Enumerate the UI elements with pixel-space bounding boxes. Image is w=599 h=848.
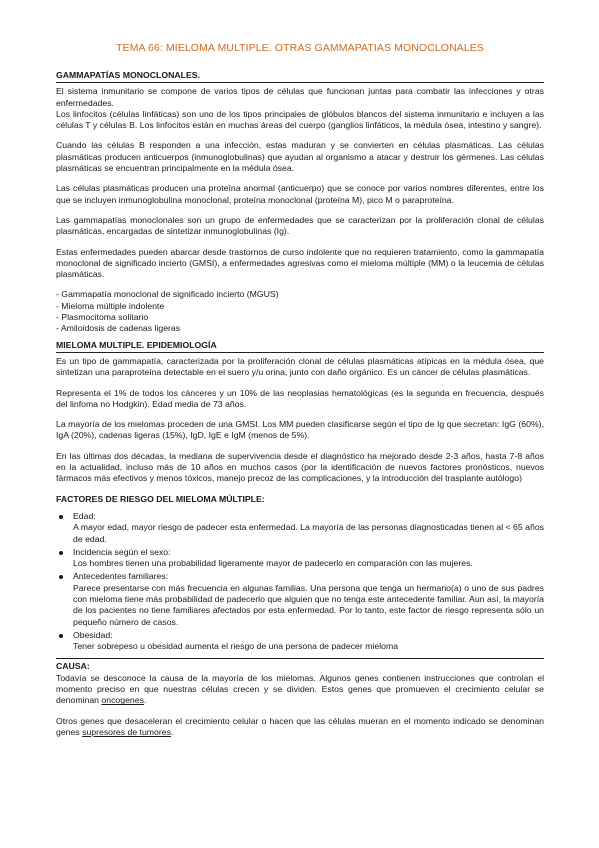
risk-factor-label: Obesidad:	[73, 629, 113, 640]
risk-factor-text: A mayor edad, mayor riesgo de padecer esta enfermedad. La mayoría de las personas diagnosticadas tienen al < 65 años de edad.	[73, 522, 544, 544]
term-supresores: supresores de tumores	[82, 726, 171, 737]
paragraph: El sistema inmunitario se compone de varios tipos de células que funcionan juntas para combatir las infecciones y otras enfermedades.	[56, 86, 544, 108]
list-item	[56, 571, 544, 627]
document-title: TEMA 66: MIELOMA MULTIPLE. OTRAS GAMMAPATIAS MONOCLONALES	[115, 42, 485, 54]
paragraph: En las últimas dos décadas, la mediana de supervivencia desde el diagnóstico ha mejorado desde 2-3 años, hasta 7-8 años en la actualidad, incluso más de 10 años en muchos casos (por la identificación de nuevos factores pronósticos, nuevos fármacos más efectivos y menos tóxicos, manejo precoz de las complicaciones, y la introducción del trasplante autólogo)	[56, 450, 544, 484]
risk-factor-list	[56, 511, 544, 653]
list-item: - Plasmocitoma solitario	[56, 312, 149, 323]
bullet-icon	[59, 515, 63, 519]
list-item	[56, 511, 544, 545]
section-heading-causa: CAUSA:	[56, 658, 544, 672]
paragraph: La mayoría de los mielomas proceden de una GMSI. Los MM pueden clasificarse según el tipo de Ig que secretan: IgG (60%), IgA (20%), cadenas ligeras (15%), IgD, IgE e IgM (menos de 5%).	[56, 419, 544, 441]
paragraph: Estas enfermedades pueden abarcar desde trastornos de curso indolente que no requieren tratamiento, como la gammapatía monoclonal de significado incierto (GMSI), a enfermedades agresivas como el mieloma múltiple (MM) o la leucemia de células plasmáticas.	[56, 246, 544, 280]
term-oncogenes: oncogenes	[101, 695, 144, 706]
risk-factor-label: Edad:	[73, 510, 96, 521]
risk-factor-text: Tener sobrepeso u obesidad aumenta el riesgo de una persona de padecer mieloma	[73, 641, 399, 652]
list-item: - Gammapatía monoclonal de significado incierto (MGUS)	[56, 289, 279, 300]
paragraph: Las células plasmáticas producen una proteína anormal (anticuerpo) que se conoce por varios nombres diferentes, entre los que se incluyen inmunoglobulina monoclonal, proteína monoclonal (proteína M), pico M o paraproteína.	[56, 183, 544, 205]
risk-factor-text: Los hombres tienen una probabilidad ligeramente mayor de padecerlo en comparación con las mujeres.	[73, 558, 473, 569]
bullet-icon	[59, 551, 63, 555]
section-heading-gammapatias: GAMMAPATÍAS MONOCLONALES.	[56, 70, 544, 83]
risk-factor-label: Antecedentes familiares:	[73, 571, 169, 582]
paragraph: Representa el 1% de todos los cánceres y un 10% de las neoplasias hematológicas (es la segunda en frecuencia, después del linfoma no Hodgkin). Edad media de 73 años.	[56, 387, 544, 409]
list-item	[56, 547, 544, 570]
section-heading-factores: FACTORES DE RIESGO DEL MIELOMA MÚLTIPLE:	[56, 493, 265, 504]
paragraph: Las gammapatías monoclonales son un grupo de enfermedades que se caracterizan por la proliferación clonal de células plasmáticas, encargadas de sintetizar inmunoglobulinas (Ig).	[56, 214, 544, 237]
list-item: - Amiloidosis de cadenas ligeras	[56, 323, 181, 334]
list-item	[56, 630, 544, 653]
bullet-icon	[59, 575, 63, 579]
paragraph: Todavía se desconoce la causa de la mayoría de los mielomas. Algunos genes contienen instrucciones que controlan el momento preciso en que nuestras células crecen y se dividen. Estos genes que promueven el crecimiento celular se denominan oncogenes.	[56, 672, 544, 706]
section-heading-epidemiologia: MIELOMA MULTIPLE. EPIDEMIOLOGÍA	[56, 340, 544, 353]
disease-list	[56, 289, 544, 334]
paragraph: Cuando las células B responden a una infección, estas maduran y se convierten en células plasmáticas. Las células plasmáticas producen anticuerpos (inmunoglobulinas) que ayudan al organismo a atacar y destruir los gérmenes. Las células plasmáticas se encuentran principalmente en la médula ósea.	[56, 140, 544, 174]
list-item: - Mieloma múltiple indolente	[56, 300, 165, 311]
paragraph: Los linfocitos (células linfáticas) son uno de los tipos principales de glóbulos blancos del sistema inmunitario e incluyen a las células T y células B. Los linfocitos están en muchas áreas del cuerpo (ganglios linfáticos, la médula ósea, intestino y sangre).	[56, 108, 544, 131]
paragraph: Otros genes que desaceleran el crecimiento celular o hacen que las células mueran en el momento indicado se denominan genes supresores de tumores.	[56, 715, 544, 737]
paragraph: Es un tipo de gammapatía, caracterizada por la proliferación clonal de células plasmáticas atípicas en la médula ósea, que sintetizan una paraproteína detectable en el suero y/u orina, junto con daño orgánico. Es un cáncer de células plasmáticas.	[56, 355, 544, 378]
bullet-icon	[59, 634, 63, 638]
risk-factor-label: Incidencia según el sexo:	[73, 546, 171, 557]
risk-factor-text: Parece presentarse con más frecuencia en algunas familias. Una persona que tenga un hermano(a) o uno de sus padres con mieloma tiene más probabilidad de padecerlo que alguien que no tenga este antecedente familiar. Aun así, la mayoría de los pacientes no tiene familiares afectados por esta enfermedad. Por lo tanto, este factor de riesgo representa sólo un pequeño número de casos.	[73, 582, 544, 627]
